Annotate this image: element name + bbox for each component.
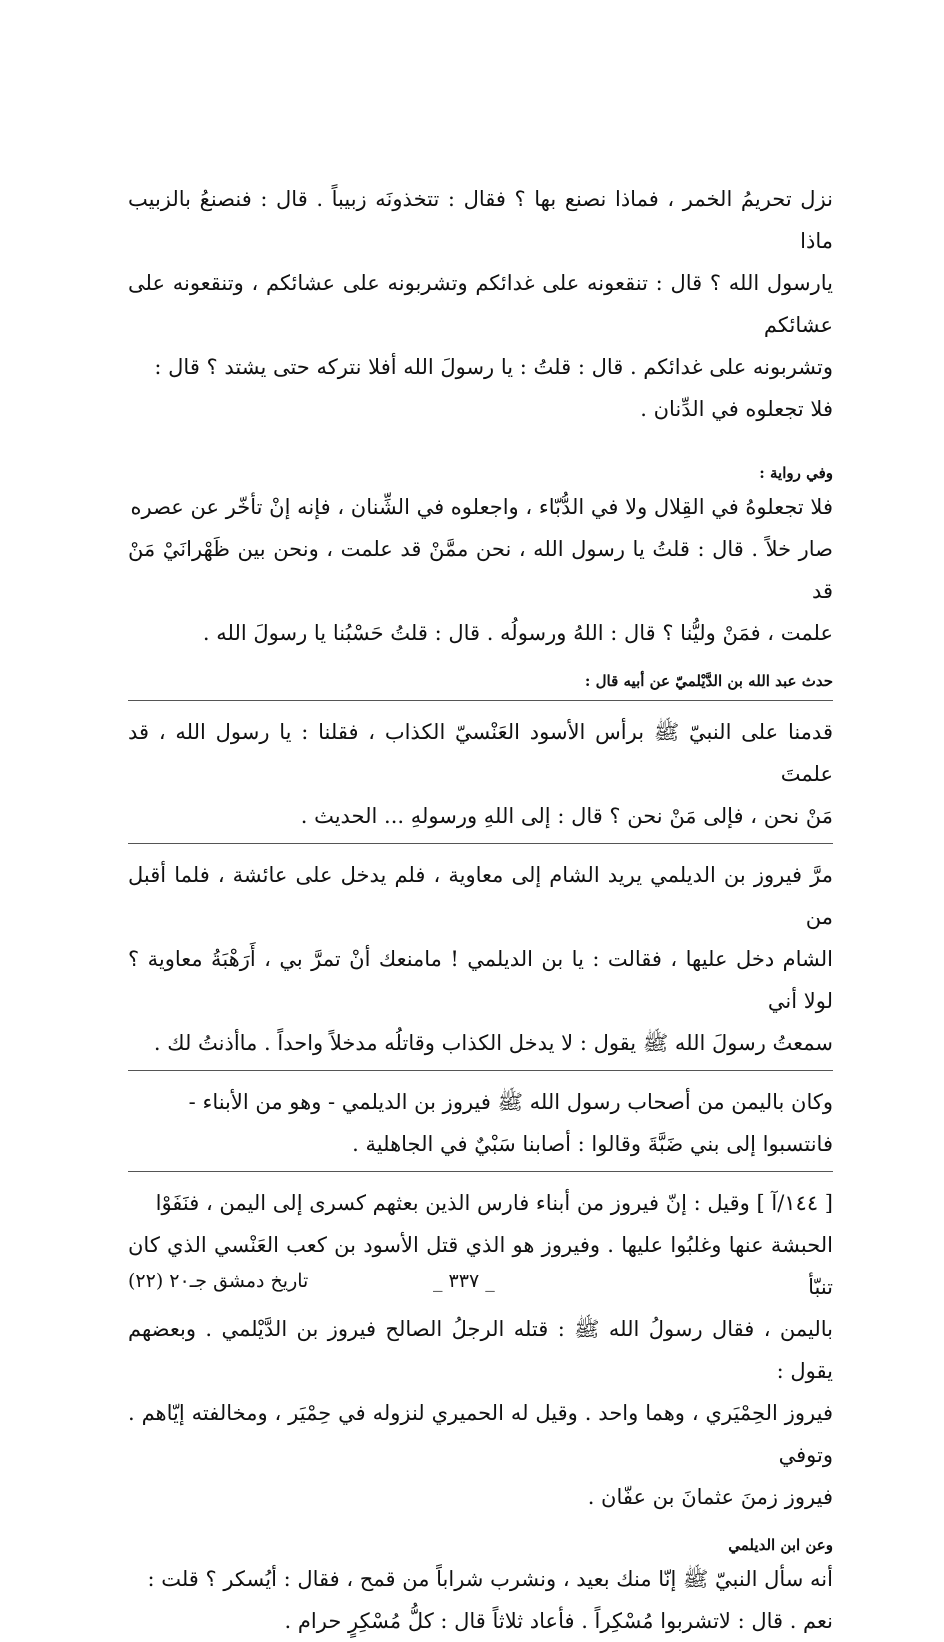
text-line: مرَّ فيروز بن الديلمي يريد الشام إلى معاوية ، فلم يدخل على عائشة ، فلما أقبل من [128,863,833,929]
text-line: [ ١٤٤/آ ] وقيل : إنّ فيروز من أبناء فارس الذين بعثهم كسرى إلى اليمن ، فنَفَوْا [155,1191,833,1215]
text-line: فيروز الحِمْيَري ، وهما واحد . وقيل له الحميري لنزوله في حِمْيَر ، ومخالفته إيّاهم . وتوفي [128,1401,833,1467]
page-number: _ ٣٣٧ _ [433,1270,495,1292]
divider [128,700,833,701]
paragraph-wine-raisins [128,178,833,430]
paragraph-riwaya [128,486,833,654]
text-line: باليمن ، فقال رسولُ الله ﷺ : قتله الرجلُ الصالح فيروز بن الدَّيْلمي . وبعضهم يقول : [128,1317,833,1383]
paragraph-yemen [128,1081,833,1165]
text-line: فلا تجعلوهُ في القِلال ولا في الدُّبّاء ، واجعلوه في الشِّنان ، فإنه إنْ تأخّر عن عصره [130,495,833,519]
paragraph-fayruz [128,1182,833,1518]
text-line: فلا تجعلوه في الدِّنان . [640,397,833,421]
text-line: وكان باليمن من أصحاب رسول الله ﷺ فيروز بن الديلمي - وهو من الأبناء - [188,1090,833,1114]
text-line: الشام دخل عليها ، فقالت : يا بن الديلمي ! مامنعك أنْ تمرَّ بي ، أَرَهْبَةُ معاوية ؟ لولا أني [128,947,833,1013]
text-line: مَنْ نحن ، فإلى مَنْ نحن ؟ قال : إلى اللهِ ورسولهِ ... الحديث . [300,804,833,828]
page-body [128,178,833,1642]
divider [128,1171,833,1172]
text-line: نزل تحريمُ الخمر ، فماذا نصنع بها ؟ فقال : تتخذونَه زبيباً . قال : فنصنعُ بالزبيب ماذا [128,187,833,253]
section-heading: حدث عبد الله بن الدَّيْلميّ عن أبيه قال : [584,672,833,690]
text-line: أنه سأل النبيّ ﷺ إنّا منك بعيد ، ونشرب شراباً من قمح ، فقال : أيُسكر ؟ قلت : [147,1567,833,1591]
text-line: قدمنا على النبيّ ﷺ برأس الأسود العَنْسيّ الكذاب ، فقلنا : يا رسول الله ، قد علمتَ [128,720,833,786]
text-line: فانتسبوا إلى بني ضَبَّةَ وقالوا : أصابنا سَبْيٌ في الجاهلية . [352,1132,833,1156]
page-footer [128,1270,833,1300]
divider [128,843,833,844]
section-heading: وفي رواية : [759,464,833,482]
source-reference: تاريخ دمشق جـ٢٠ (٢٢) [128,1270,309,1292]
paragraph-aisha [128,854,833,1064]
text-line: علمت ، فمَنْ وليُّنا ؟ قال : اللهُ ورسولُه . قال : قلتُ حَسْبُنا يا رسولَ الله . [202,621,833,645]
section-heading: وعن ابن الديلمي [728,1536,833,1554]
text-line: الحبشة عنها وغلبُوا عليها . وفيروز هو الذي قتل الأسود بن كعب العَنْسي الذي كان تنبّأ [128,1233,833,1299]
paragraph-aswad [128,711,833,837]
text-line: صار خلاً . قال : قلتُ يا رسول الله ، نحن ممَّنْ قد علمت ، ونحن بين ظَهْرانَيْ مَنْ قد [128,537,833,603]
text-line: فيروز زمنَ عثمانَ بن عفّان . [587,1485,833,1509]
paragraph-ibn-daylami [128,1558,833,1642]
text-line: نعم . قال : لاتشربوا مُسْكِراً . فأعاد ثلاثاً قال : كلُّ مُسْكِرٍ حرام . [284,1609,833,1633]
text-line: وتشربونه على غدائكم . قال : قلتُ : يا رسولَ الله أفلا نتركه حتى يشتد ؟ قال : [154,355,833,379]
text-line: سمعتُ رسولَ الله ﷺ يقول : لا يدخل الكذاب وقاتلُه مدخلاً واحداً . ماأذنتُ لك . [153,1031,833,1055]
divider [128,1070,833,1071]
text-line: يارسول الله ؟ قال : تنقعونه على غدائكم وتشربونه على عشائكم ، وتنقعونه على عشائكم [128,271,833,337]
